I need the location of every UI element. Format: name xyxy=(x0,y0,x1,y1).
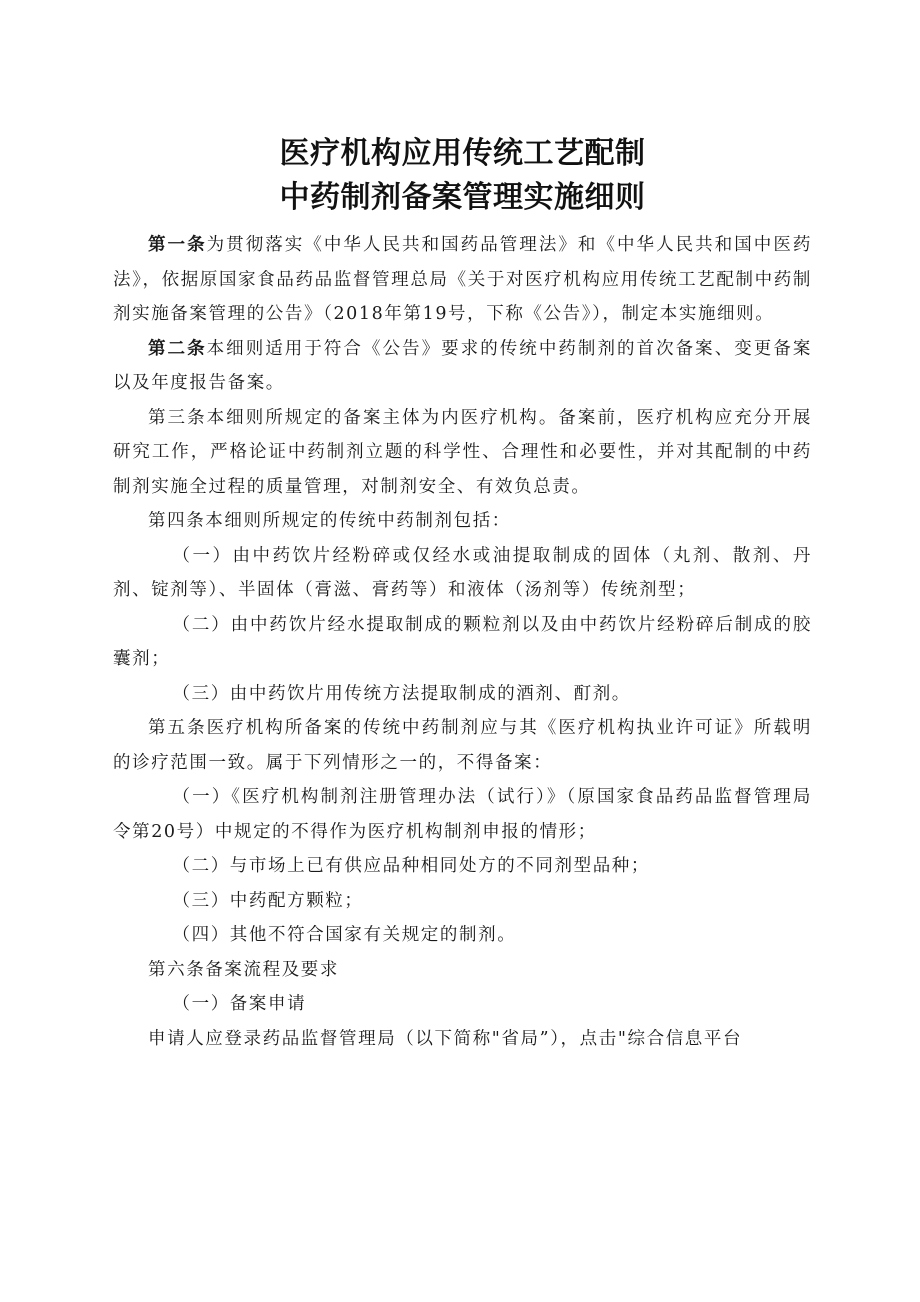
article-5-item-2: （二）与市场上已有供应品种相同处方的不同剂型品种； xyxy=(172,856,650,876)
article-1-heading: 第一条 xyxy=(148,235,207,255)
article-5: 第五条医疗机构所备案的传统中药制剂应与其《医疗机构执业许可证》所载明的诊疗范围一致。属于下列情形之一的，不得备案： xyxy=(113,718,812,773)
article-6-paragraph-1: 申请人应登录药品监督管理局（以下简称"省局”），点击"综合信息平台 xyxy=(148,1028,743,1049)
article-5-item-1: （一）《医疗机构制剂注册管理办法（试行）》（原国家食品药品监督管理局令第20号）中规定的不得作为医疗机构制剂申报的情形； xyxy=(113,787,812,842)
article-2 xyxy=(113,332,812,401)
article-6-sub-1: （一）备案申请 xyxy=(172,994,307,1014)
title-line-1: 医疗机构应用传统工艺配制 xyxy=(279,136,646,171)
article-3: 第三条本细则所规定的备案主体为内医疗机构。备案前，医疗机构应充分开展研究工作，严格论证中药制剂立题的科学性、合理性和必要性，并对其配制的中药制剂实施全过程的质量管理，对制剂安全、有效负总责。 xyxy=(113,407,812,497)
article-2-heading: 第二条 xyxy=(148,338,207,359)
article-2-text: 本细则适用于符合《公告》要求的传统中药制剂的首次备案、变更备案以及年度报告备案。 xyxy=(113,338,812,393)
article-5-item-4: （四）其他不符合国家有关规定的制剂。 xyxy=(172,925,517,945)
article-5-item-3: （三）中药配方颗粒； xyxy=(172,890,364,911)
article-4-item-3: （三）由中药饮片用传统方法提取制成的酒剂、酊剂。 xyxy=(172,683,631,704)
article-4-item-2: （二）由中药饮片经水提取制成的颗粒剂以及由中药饮片经粉碎后制成的胶囊剂； xyxy=(113,614,812,669)
document-body xyxy=(113,228,812,1056)
article-1-text: 为贯彻落实《中华人民共和国药品管理法》和《中华人民共和国中医药法》，依据原国家食品药品监督管理总局《关于对医疗机构应用传统工艺配制中药制剂实施备案管理的公告》（2018年第19号，下称《公告》），制定本实施细则。 xyxy=(113,235,812,324)
article-4-item-1: （一）由中药饮片经粉碎或仅经水或油提取制成的固体（丸剂、散剂、丹剂、锭剂等）、半固体（膏滋、膏药等）和液体（汤剂等）传统剂型； xyxy=(113,545,812,600)
article-1 xyxy=(113,228,812,332)
article-4: 第四条本细则所规定的传统中药制剂包括： xyxy=(148,511,511,531)
title-line-2: 中药制剂备案管理实施细则 xyxy=(279,180,646,215)
document-title xyxy=(113,132,812,220)
article-6: 第六条备案流程及要求 xyxy=(148,959,339,980)
